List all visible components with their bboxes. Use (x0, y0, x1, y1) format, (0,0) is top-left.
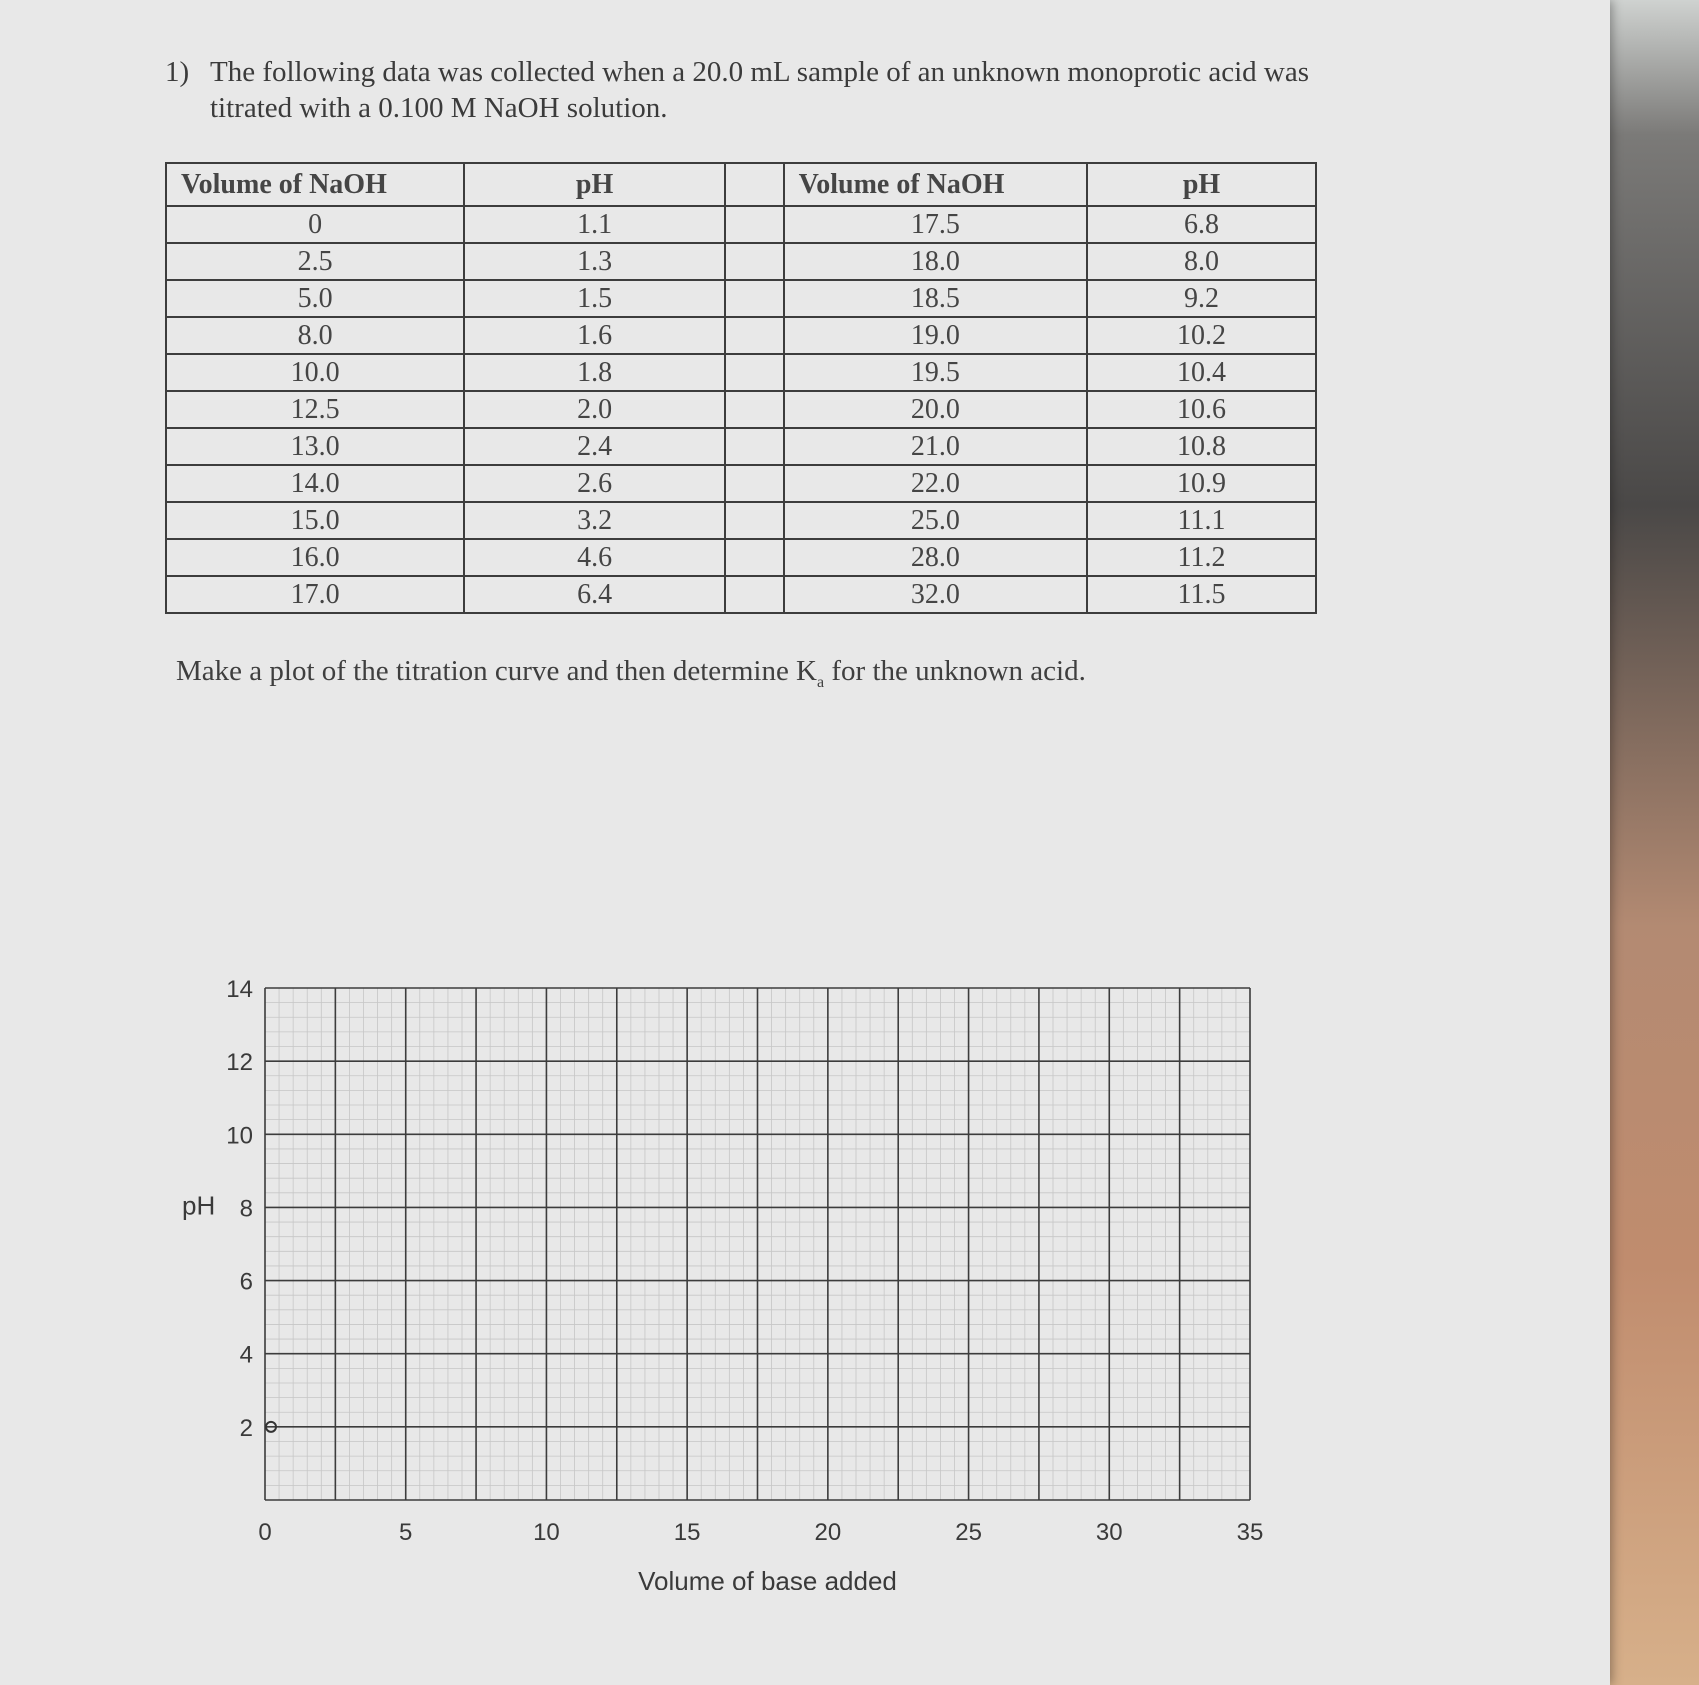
table-row (166, 317, 1316, 354)
cell-ph-a: 2.6 (464, 465, 725, 502)
y-tick-label: 2 (239, 1414, 253, 1442)
x-tick-label: 15 (673, 1519, 701, 1546)
cell-ph-a: 4.6 (464, 539, 725, 576)
table-row (166, 539, 1316, 576)
cell-ph-b: 11.2 (1087, 539, 1316, 576)
instruction-text-end: for the unknown acid. (824, 655, 1086, 687)
cell-spacer (725, 502, 784, 539)
major-grid (265, 988, 1250, 1500)
background-surface (1600, 0, 1699, 1685)
table-row (166, 354, 1316, 391)
table-row (166, 576, 1316, 613)
table-row (166, 502, 1316, 539)
y-tick-label: 14 (226, 976, 253, 1003)
table-row (166, 206, 1316, 243)
cell-volume-b: 19.0 (784, 317, 1087, 354)
cell-ph-a: 1.5 (464, 280, 725, 317)
x-tick-label: 25 (955, 1519, 982, 1546)
cell-volume-b: 20.0 (784, 391, 1087, 428)
header-volume-naoh-1: Volume of NaOH (166, 163, 464, 206)
cell-volume-a: 8.0 (166, 317, 464, 354)
y-axis-label: pH (182, 1190, 216, 1221)
cell-spacer (725, 317, 784, 354)
cell-ph-b: 10.2 (1087, 317, 1316, 354)
cell-ph-b: 6.8 (1087, 206, 1316, 243)
cell-volume-a: 12.5 (166, 391, 464, 428)
y-tick-label: 10 (226, 1122, 253, 1150)
y-tick-label: 8 (239, 1195, 253, 1223)
cell-volume-b: 32.0 (784, 576, 1087, 613)
cell-volume-b: 19.5 (784, 354, 1087, 391)
cell-ph-a: 1.3 (464, 243, 725, 280)
cell-ph-b: 8.0 (1087, 243, 1316, 280)
cell-volume-a: 15.0 (166, 502, 464, 539)
x-tick-label: 5 (399, 1519, 413, 1546)
cell-spacer (725, 428, 784, 465)
cell-volume-b: 28.0 (784, 539, 1087, 576)
cell-spacer (725, 539, 784, 576)
x-tick-label: 10 (533, 1519, 560, 1546)
header-ph-1: pH (464, 163, 725, 206)
cell-volume-b: 22.0 (784, 465, 1087, 502)
table-header-row (166, 163, 1316, 206)
cell-volume-a: 2.5 (166, 243, 464, 280)
y-tick-label: 6 (239, 1268, 253, 1296)
y-tick-label: 12 (226, 1049, 253, 1077)
cell-ph-b: 9.2 (1087, 280, 1316, 317)
x-tick-label: 20 (814, 1519, 842, 1546)
cell-volume-b: 17.5 (784, 206, 1087, 243)
header-spacer (725, 163, 784, 206)
header-volume-naoh-2: Volume of NaOH (784, 163, 1087, 206)
cell-spacer (725, 465, 784, 502)
cell-ph-b: 10.8 (1087, 428, 1316, 465)
cell-ph-b: 10.6 (1087, 391, 1316, 428)
cell-spacer (725, 206, 784, 243)
y-tick-label: 4 (239, 1341, 253, 1369)
cell-ph-b: 10.9 (1087, 465, 1316, 502)
cell-volume-a: 5.0 (166, 280, 464, 317)
x-axis-label: Volume of base added (638, 1566, 897, 1590)
cell-ph-a: 1.8 (464, 354, 725, 391)
x-tick-label: 30 (1095, 1519, 1123, 1546)
cell-ph-b: 11.5 (1087, 576, 1316, 613)
cell-spacer (725, 354, 784, 391)
cell-volume-a: 17.0 (166, 576, 464, 613)
cell-spacer (725, 280, 784, 317)
table-row (166, 428, 1316, 465)
cell-ph-a: 1.1 (464, 206, 725, 243)
cell-volume-b: 21.0 (784, 428, 1087, 465)
cell-ph-a: 3.2 (464, 502, 725, 539)
cell-volume-a: 16.0 (166, 539, 464, 576)
header-ph-2: pH (1087, 163, 1316, 206)
ka-subscript: a (817, 673, 825, 691)
cell-ph-a: 2.0 (464, 391, 725, 428)
cell-ph-a: 1.6 (464, 317, 725, 354)
x-tick-label: 0 (258, 1519, 272, 1546)
table-row (166, 280, 1316, 317)
titration-plot (170, 970, 1370, 1590)
cell-volume-b: 18.5 (784, 280, 1087, 317)
x-tick-labels (258, 1519, 1263, 1546)
cell-ph-b: 11.1 (1087, 502, 1316, 539)
table-row (166, 243, 1316, 280)
x-tick-label: 35 (1236, 1519, 1264, 1546)
question-number: 1) (165, 56, 190, 88)
cell-ph-a: 2.4 (464, 428, 725, 465)
question-text: The following data was collected when a 20.0 mL sample of an unknown monoprotic acid was titrated with a 0.100 M NaOH solution. (210, 56, 1310, 124)
cell-volume-b: 25.0 (784, 502, 1087, 539)
titration-data-table (165, 162, 1317, 614)
cell-volume-a: 10.0 (166, 354, 464, 391)
cell-volume-b: 18.0 (784, 243, 1087, 280)
y-tick-labels (226, 976, 253, 1442)
cell-spacer (725, 576, 784, 613)
instruction-text: Make a plot of the titration curve and then determine K (176, 655, 818, 687)
cell-volume-a: 13.0 (166, 428, 464, 465)
table-row (166, 391, 1316, 428)
cell-volume-a: 0 (166, 206, 464, 243)
cell-ph-a: 6.4 (464, 576, 725, 613)
cell-spacer (725, 243, 784, 280)
cell-volume-a: 14.0 (166, 465, 464, 502)
table-row (166, 465, 1316, 502)
cell-spacer (725, 391, 784, 428)
plot-instruction (176, 655, 1086, 692)
cell-ph-b: 10.4 (1087, 354, 1316, 391)
